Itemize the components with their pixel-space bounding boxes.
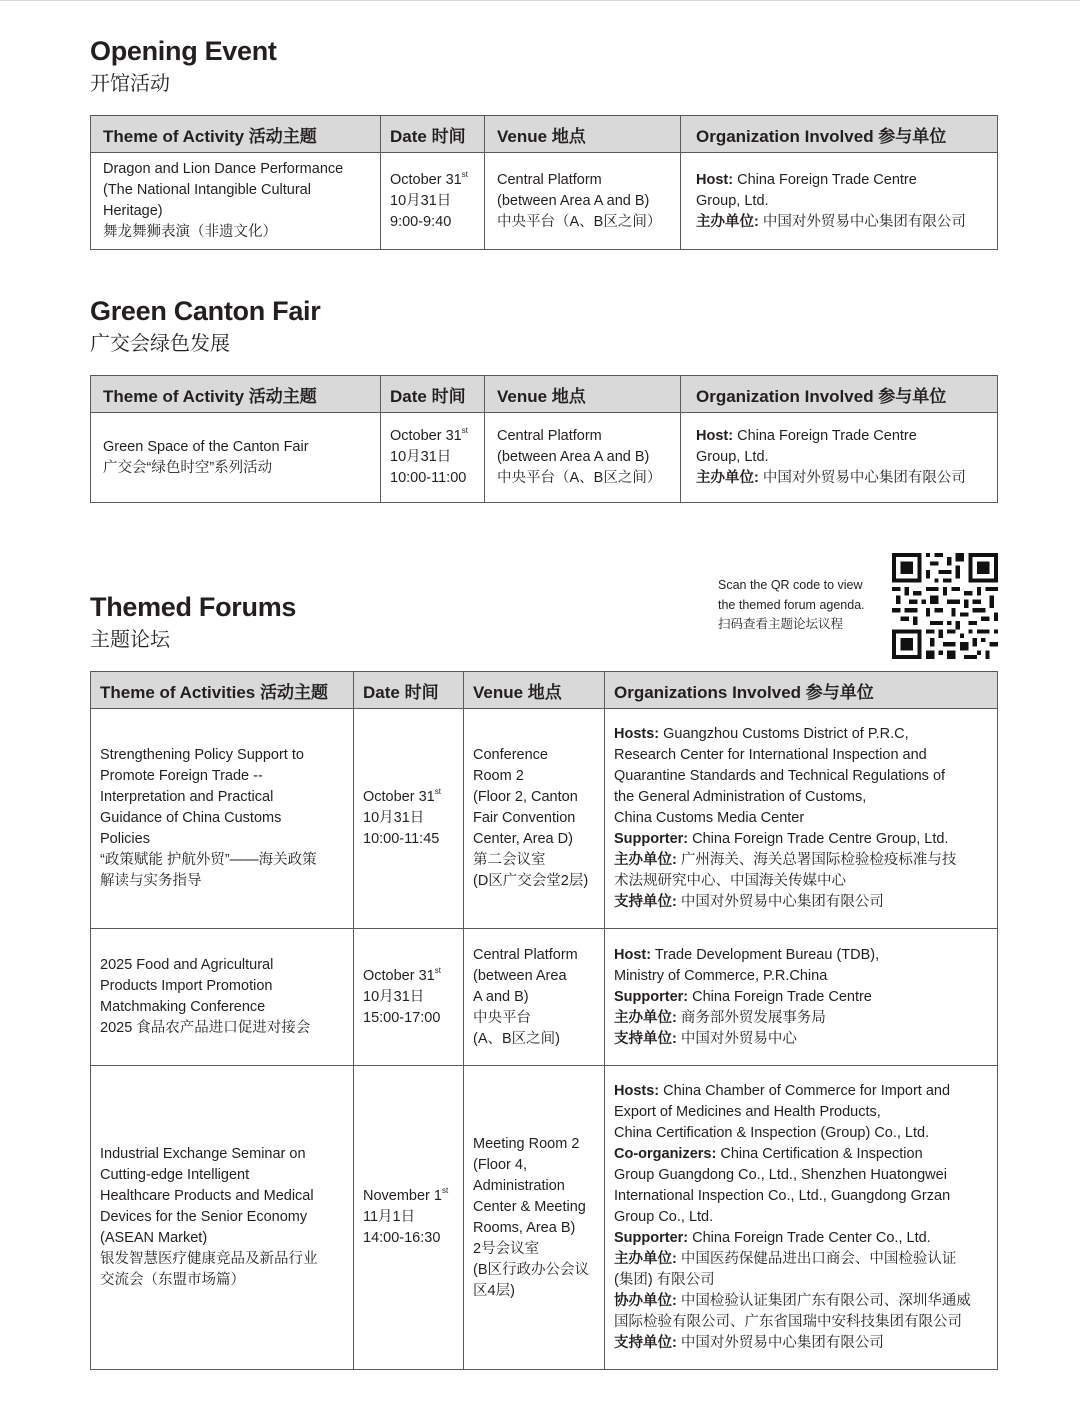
date-cell — [381, 153, 485, 250]
org-line: Hosts: China Chamber of Commerce for Import and — [614, 1083, 951, 1099]
org-cell — [681, 153, 998, 250]
forums-title-zh: 主题论坛 — [90, 629, 170, 651]
forums-heading — [90, 591, 296, 653]
org-line: China Certification & Inspection (Group) Co., Ltd. — [614, 1125, 930, 1141]
theme-line: Dragon and Lion Dance Performance — [103, 161, 344, 177]
theme-line: Healthcare Products and Medical — [100, 1188, 314, 1204]
qr-code-icon[interactable] — [892, 553, 998, 659]
venue-line: 中央平台 — [473, 1009, 531, 1026]
theme-line: Industrial Exchange Seminar on — [100, 1146, 306, 1162]
col-header-date: Date 时间 — [381, 376, 485, 413]
venue-line: (B区行政办公会议 — [473, 1261, 589, 1278]
theme-line: 解读与实务指导 — [100, 873, 202, 889]
date-ordinal: st — [461, 426, 468, 435]
org-line: 协办单位: 中国检验认证集团广东有限公司、深圳华通威 — [614, 1293, 971, 1309]
venue-line: Central Platform — [497, 171, 602, 188]
venue-line: Center & Meeting — [473, 1198, 586, 1215]
venue-line: (A、B区之间) — [473, 1030, 560, 1047]
date-cell — [354, 929, 464, 1066]
venue-cell — [485, 153, 681, 250]
theme-line: Devices for the Senior Economy — [100, 1209, 308, 1225]
col-header-venue: Venue 地点 — [464, 672, 605, 709]
theme-line: Heritage) — [103, 203, 163, 219]
time-range: 15:00-17:00 — [363, 1009, 441, 1026]
venue-line: Fair Convention — [473, 810, 576, 826]
venue-line: Center, Area D) — [473, 831, 573, 847]
theme-line: Policies — [100, 831, 150, 847]
venue-cell — [485, 413, 681, 503]
org-line: 主办单位: 商务部外贸发展事务局 — [614, 1009, 826, 1026]
venue-cell — [464, 709, 605, 929]
theme-line: Guidance of China Customs — [100, 810, 282, 826]
org-line: Quarantine Standards and Technical Regulations of — [614, 768, 946, 784]
org-line: Group, Ltd. — [696, 192, 769, 209]
venue-line: (between Area A and B) — [497, 449, 650, 465]
opening-title-en: Opening Event — [90, 36, 277, 66]
org-line: Group Guangdong Co., Ltd., Shenzhen Huatongwei — [614, 1167, 947, 1183]
date-en: October 31st — [363, 965, 441, 984]
org-cell — [605, 709, 998, 929]
theme-line: 银发智慧医疗健康竞品及新品行业 — [100, 1251, 318, 1267]
date-zh: 10月31日 — [363, 810, 425, 826]
qr-caption-line: Scan the QR code to view — [718, 578, 863, 592]
date-en: November 1st — [363, 1186, 449, 1204]
theme-line: Products Import Promotion — [100, 978, 273, 994]
org-line: Host: China Foreign Trade Centre — [696, 171, 917, 188]
forums-table — [90, 671, 998, 1370]
venue-line: (between Area A and B) — [497, 192, 650, 209]
date-zh: 10月31日 — [390, 192, 452, 209]
table-row — [91, 153, 998, 250]
date-en: October 31st — [363, 787, 441, 805]
table-row — [91, 413, 998, 503]
venue-cell — [464, 929, 605, 1066]
venue-line: 区4层) — [473, 1282, 515, 1299]
venue-line: Central Platform — [497, 428, 602, 444]
org-line: International Inspection Co., Ltd., Guangdong Grzan — [614, 1188, 951, 1204]
theme-line: “政策赋能 护航外贸”——海关政策 — [100, 852, 317, 868]
green-table — [90, 375, 998, 503]
col-header-date: Date 时间 — [354, 672, 464, 709]
col-header-date: Date 时间 — [381, 116, 485, 153]
date-ordinal: st — [441, 1186, 449, 1195]
date-zh: 11月1日 — [363, 1209, 416, 1225]
theme-line: Interpretation and Practical — [100, 789, 274, 805]
org-line: Supporter: China Foreign Trade Centre Group, Ltd. — [614, 831, 949, 847]
theme-line: Strengthening Policy Support to — [100, 747, 304, 763]
date-zh: 10月31日 — [363, 988, 425, 1005]
qr-caption-line: 扫码查看主题论坛议程 — [718, 617, 844, 631]
org-line: Group Co., Ltd. — [614, 1209, 714, 1225]
theme-line: 舞龙舞狮表演（非遗文化） — [103, 224, 277, 240]
date-ordinal: st — [434, 787, 441, 796]
org-line: Ministry of Commerce, P.R.China — [614, 967, 828, 984]
green-title-en: Green Canton Fair — [90, 296, 321, 326]
table-row — [91, 709, 998, 929]
table-row — [91, 929, 998, 1066]
time-range: 10:00-11:00 — [390, 470, 467, 486]
theme-line: 交流会（东盟市场篇） — [100, 1272, 245, 1288]
theme-line: Cutting-edge Intelligent — [100, 1167, 250, 1183]
venue-line: Rooms, Area B) — [473, 1219, 576, 1236]
venue-cell — [464, 1066, 605, 1370]
venue-line: Administration — [473, 1177, 565, 1194]
org-cell — [681, 413, 998, 503]
venue-line: Room 2 — [473, 768, 524, 784]
table-row — [91, 1066, 998, 1370]
green-heading — [90, 295, 320, 357]
date-cell — [354, 1066, 464, 1370]
theme-line: 2025 食品农产品进口促进对接会 — [100, 1020, 311, 1036]
org-line: Supporter: China Foreign Trade Center Co., Ltd. — [614, 1230, 931, 1246]
theme-line: 2025 Food and Agricultural — [100, 957, 274, 973]
venue-line: (Floor 4, — [473, 1156, 527, 1173]
date-en: October 31st — [390, 169, 468, 188]
time-range: 10:00-11:45 — [363, 831, 440, 847]
venue-line: 中央平台（A、B区之间） — [497, 213, 662, 230]
venue-line: 第二会议室 — [473, 852, 546, 868]
date-cell — [354, 709, 464, 929]
qr-caption — [718, 576, 865, 635]
org-line: 主办单位: 中国对外贸易中心集团有限公司 — [696, 213, 966, 230]
theme-line: (The National Intangible Cultural — [103, 182, 311, 198]
venue-line: 中央平台（A、B区之间） — [497, 470, 662, 486]
col-header-org: Organization Involved 参与单位 — [681, 116, 998, 153]
opening-heading — [90, 35, 277, 97]
venue-line: A and B) — [473, 988, 529, 1005]
venue-line: (between Area — [473, 967, 567, 984]
venue-line: Conference — [473, 747, 548, 763]
venue-line: Meeting Room 2 — [473, 1135, 580, 1152]
venue-line: 2号会议室 — [473, 1240, 540, 1257]
org-line: Research Center for International Inspection and — [614, 747, 927, 763]
theme-line: Promote Foreign Trade -- — [100, 768, 263, 784]
theme-cell — [91, 413, 381, 503]
theme-cell — [91, 153, 381, 250]
green-title-zh: 广交会绿色发展 — [90, 333, 230, 355]
date-zh: 10月31日 — [390, 449, 452, 465]
org-line: Supporter: China Foreign Trade Centre — [614, 988, 872, 1005]
theme-line: (ASEAN Market) — [100, 1230, 208, 1246]
org-line: 支持单位: 中国对外贸易中心集团有限公司 — [614, 1335, 884, 1351]
table-header-row — [91, 672, 998, 709]
table-header-row — [91, 116, 998, 153]
col-header-venue: Venue 地点 — [485, 376, 681, 413]
date-ordinal: st — [434, 965, 441, 975]
org-line: Hosts: Guangzhou Customs District of P.R.C, — [614, 726, 909, 742]
theme-cell — [91, 1066, 354, 1370]
theme-cell — [91, 709, 354, 929]
qr-caption-line: the themed forum agenda. — [718, 597, 865, 612]
top-rule — [0, 0, 1080, 1]
org-line: 主办单位: 广州海关、海关总署国际检验检疫标准与技 — [614, 852, 957, 868]
venue-line: (D区广交会堂2层) — [473, 873, 589, 889]
col-header-theme: Theme of Activities 活动主题 — [91, 672, 354, 709]
forums-title-en: Themed Forums — [90, 592, 297, 622]
date-cell — [381, 413, 485, 503]
org-line: China Customs Media Center — [614, 810, 805, 826]
venue-line: Central Platform — [473, 946, 578, 963]
time-range: 9:00-9:40 — [390, 213, 452, 230]
col-header-org: Organization Involved 参与单位 — [681, 376, 998, 413]
col-header-theme: Theme of Activity 活动主题 — [91, 116, 381, 153]
org-line: Export of Medicines and Health Products, — [614, 1104, 881, 1120]
org-line: Host: China Foreign Trade Centre — [696, 428, 917, 444]
theme-line: Matchmaking Conference — [100, 999, 266, 1015]
col-header-theme: Theme of Activity 活动主题 — [91, 376, 381, 413]
org-line: 主办单位: 中国医药保健品进出口商会、中国检验认证 — [614, 1251, 957, 1267]
col-header-org: Organizations Involved 参与单位 — [605, 672, 998, 709]
org-cell — [605, 1066, 998, 1370]
org-line: (集团) 有限公司 — [614, 1272, 715, 1288]
org-line: 术法规研究中心、中国海关传媒中心 — [614, 873, 846, 889]
org-line: 支持单位: 中国对外贸易中心 — [614, 1030, 797, 1047]
org-line: Group, Ltd. — [696, 449, 769, 465]
opening-table — [90, 115, 998, 250]
org-cell — [605, 929, 998, 1066]
org-line: 主办单位: 中国对外贸易中心集团有限公司 — [696, 470, 966, 486]
time-range: 14:00-16:30 — [363, 1230, 441, 1246]
theme-cell — [91, 929, 354, 1066]
venue-line: (Floor 2, Canton — [473, 789, 578, 805]
org-line: the General Administration of Customs, — [614, 789, 867, 805]
org-line: Co-organizers: China Certification & Inspection — [614, 1146, 923, 1162]
col-header-venue: Venue 地点 — [485, 116, 681, 153]
org-line: 国际检验有限公司、广东省国瑞中安科技集团有限公司 — [614, 1314, 962, 1330]
date-ordinal: st — [461, 169, 468, 179]
org-line: Host: Trade Development Bureau (TDB), — [614, 946, 880, 963]
table-header-row — [91, 376, 998, 413]
date-en: October 31st — [390, 426, 468, 444]
org-line: 支持单位: 中国对外贸易中心集团有限公司 — [614, 894, 884, 910]
theme-line: 广交会“绿色时空”系列活动 — [103, 459, 273, 476]
opening-title-zh: 开馆活动 — [90, 73, 170, 95]
theme-line: Green Space of the Canton Fair — [103, 438, 309, 455]
